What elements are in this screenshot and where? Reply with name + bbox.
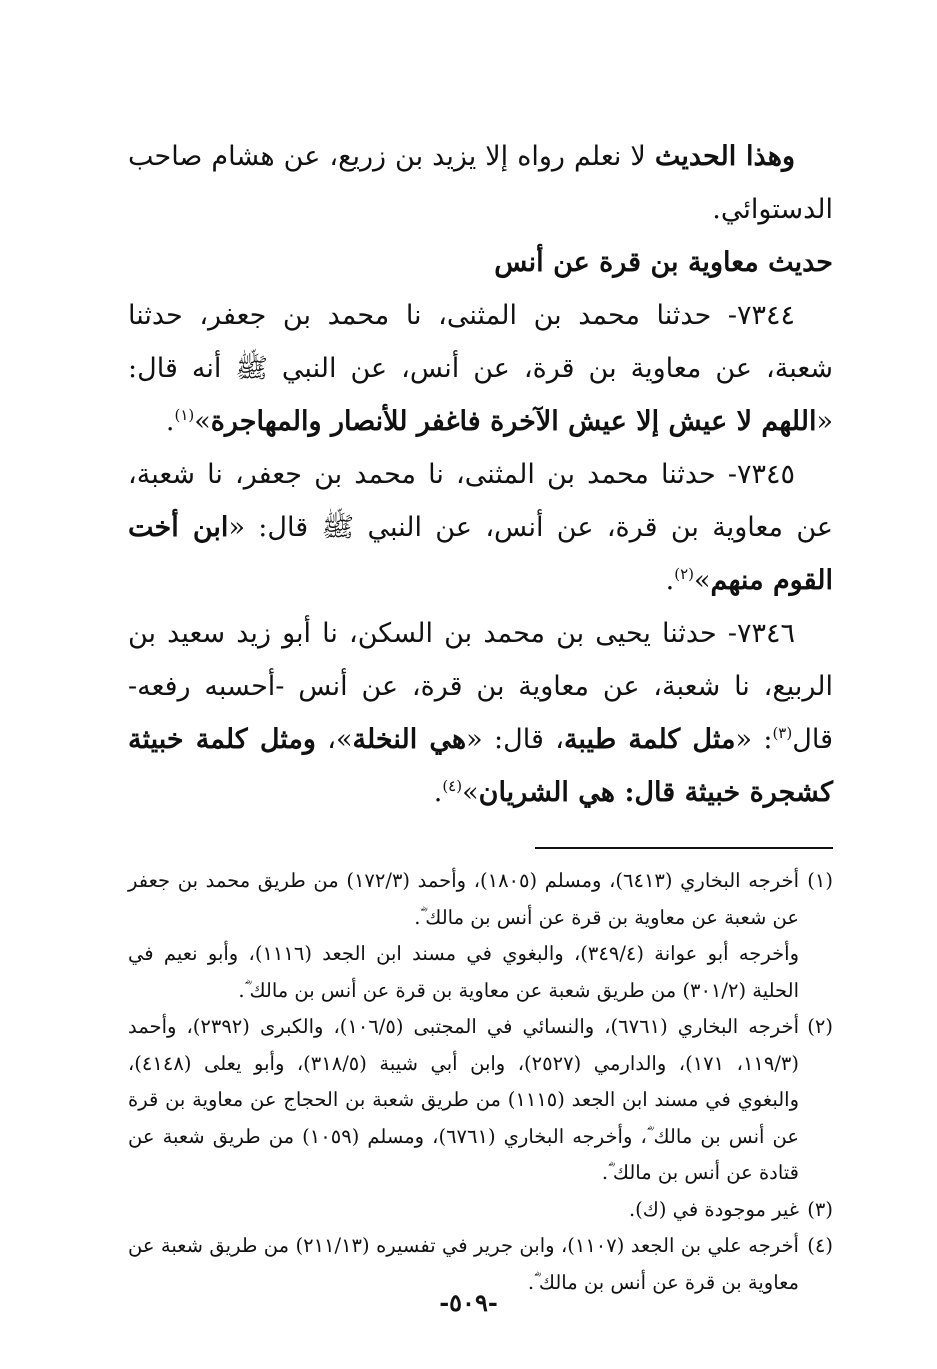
footnote-4-mark: (٤) [807,1234,833,1257]
hadith-7346-sep: »، [315,724,353,755]
footnote-ref-2[interactable]: (٢) [674,565,694,583]
footnote-2-text: أخرجه البخاري (٦٧٦١)، والنسائي في المجتبى (١٠٦/٥)، والكبرى (٢٣٩٢)، وأحمد (١١٩/٣، ١٧١)، والدارمي (٢٥٢٧)، وابن أبي شيبة (٣١٨/٥)، وأبو يعلى (٤١٤٨)، والبغوي في مسند ابن الجعد (١١١٥) من طريق شعبة بن الحجاج عن معاوية بن قرة عن أنس بن مالك ؓ، وأخرجه البخاري (٦٧٦١)، ومسلم (١٠٥٩) من طريق شعبة عن قتادة عن أنس بن مالك ؓ. [128,1015,800,1184]
hadith-7345-end: . [665,565,675,596]
hadith-7344-matn: اللهم لا عيش إلا عيش الآخرة فاغفر للأنصار والمهاجرة [210,406,817,437]
hadith-7344-end: . [165,406,175,437]
footnote-divider [535,847,833,849]
hadith-7346-colon: : « [735,724,773,755]
main-text [128,130,833,819]
hadith-7346-matn-1: مثل كلمة طيبة [563,724,736,755]
footnote-3 [128,1192,833,1229]
hadith-7346-said: ، قال: « [466,724,564,755]
hadith-7345 [128,448,833,607]
paragraph-intro [128,130,833,236]
hadith-7345-matn: ابن أخت القوم منهم [128,512,833,596]
footnote-2-mark: (٢) [807,1015,833,1038]
hadith-7344 [128,289,833,448]
hadith-7344-text: ٧٣٤٤- حدثنا محمد بن المثنى، نا محمد بن جعفر، حدثنا شعبة، عن معاوية بن قرة، عن أنس، عن النبي ﷺ أنه قال: « [128,300,833,437]
footnote-4-text: أخرجه علي بن الجعد (١١٠٧)، وابن جرير في تفسيره (٢١١/١٣) من طريق شعبة عن معاوية بن قرة عن أنس بن مالك ؓ. [128,1234,799,1294]
hadith-7346-end: . [433,777,443,808]
footnote-1-continued: وأخرجه أبو عوانة (٣٤٩/٤)، والبغوي في مسند ابن الجعد (١١١٦)، وأبو نعيم في الحلية (٣٠١/٢) من طريق شعبة عن معاوية بن قرة عن أنس بن مالك ؓ. [128,942,800,1002]
footnote-1-text: أخرجه البخاري (٦٤١٣)، ومسلم (١٨٠٥)، وأحمد (١٧٢/٣) من طريق محمد بن جعفر عن شعبة عن معاوية بن قرة عن أنس بن مالك ؓ. [128,869,799,929]
hadith-7346-quote-close: » [462,777,479,808]
hadith-7345-text: ٧٣٤٥- حدثنا محمد بن المثنى، نا محمد بن جعفر، نا شعبة، عن معاوية بن قرة، عن أنس، عن النبي ﷺ قال: « [128,459,833,543]
footnotes [128,863,833,1301]
hadith-7346-text: ٧٣٤٦- حدثنا يحيى بن محمد بن السكن، نا أبو زيد سعيد بن الربيع، نا شعبة، عن معاوية بن قرة، عن أنس -أحسبه رفعه- قال [128,618,833,755]
footnote-ref-3[interactable]: (٣) [772,724,793,742]
hadith-7346 [128,607,833,819]
footnote-3-text: غير موجودة في (ك). [628,1197,799,1221]
footnote-1 [128,863,833,936]
hadith-7346-matn-3: ومثل كلمة خبيثة كشجرة خبيثة قال: هي الشريان [128,724,833,808]
footnote-2 [128,1009,833,1192]
intro-bold: وهذا الحديث [654,141,795,172]
footnote-3-mark: (٣) [807,1197,833,1221]
footnote-1-mark: (١) [807,869,833,892]
hadith-7344-quote-close: » [194,406,211,437]
hadith-7345-quote-close: » [693,565,711,596]
footnote-ref-1[interactable]: (١) [174,406,195,424]
section-heading: حديث معاوية بن قرة عن أنس [494,247,833,278]
intro-text: لا نعلم رواه إلا يزيد بن زريع، عن هشام صاحب الدستوائي. [128,141,833,225]
hadith-7346-matn-2: هي النخلة [352,724,467,755]
footnote-ref-4[interactable]: (٤) [442,777,463,795]
page-number: -٥٠٩- [439,1288,498,1317]
